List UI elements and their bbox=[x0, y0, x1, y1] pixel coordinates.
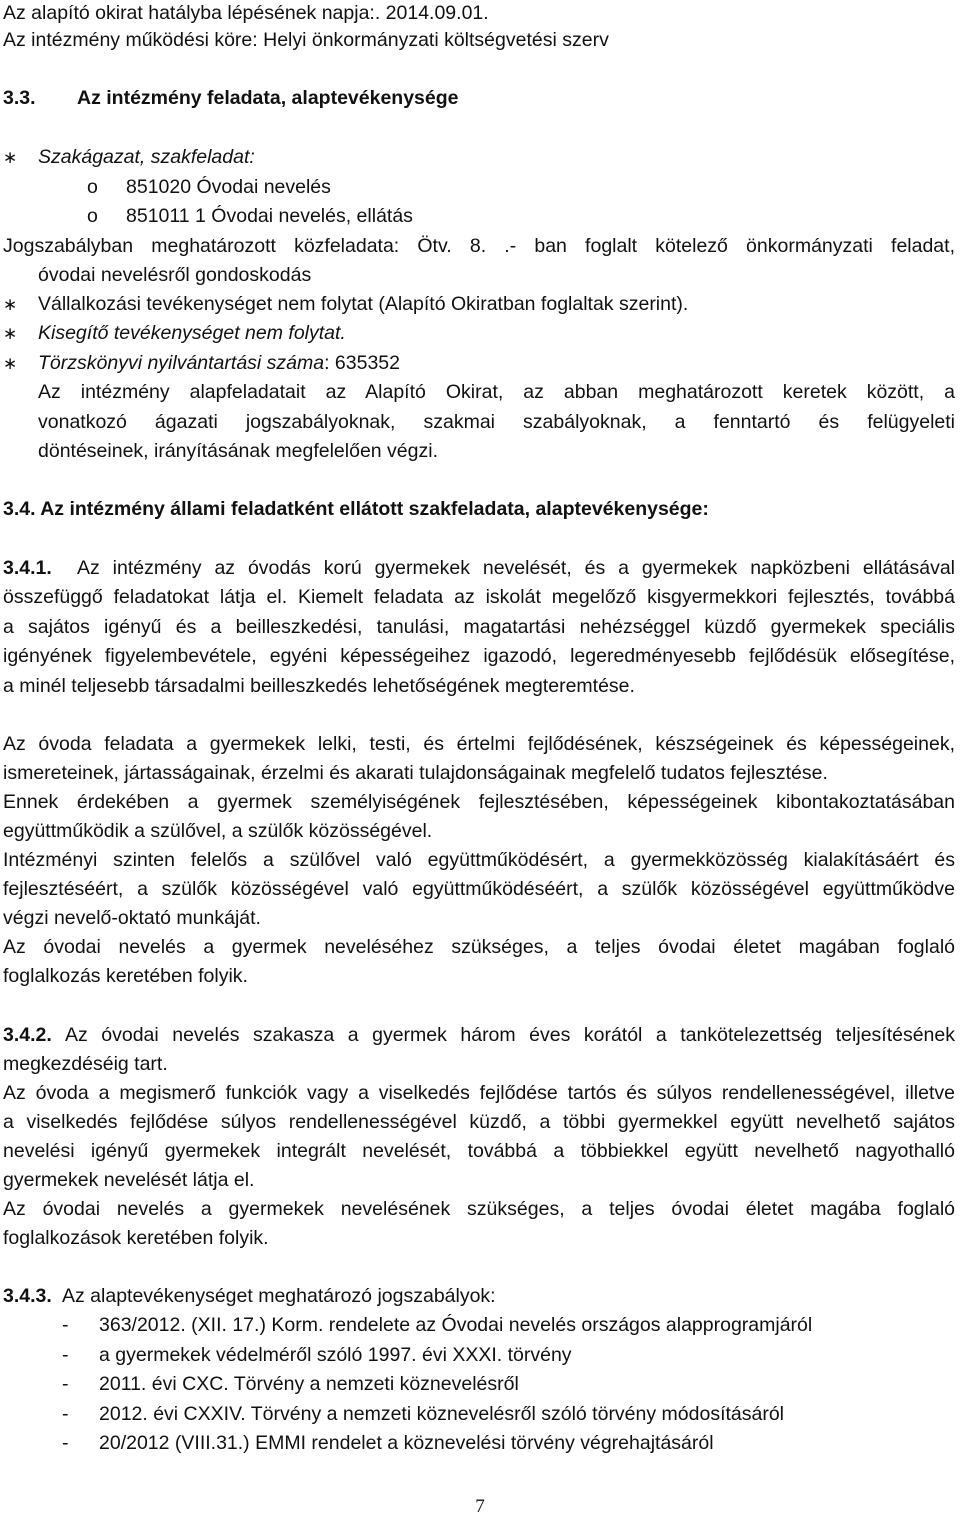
paragraph-line: összefüggő feladatokat látja el. Kiemelt feladata az iskolát megelőző kisgyermekkori fejlesztés, továbbá bbox=[3, 586, 955, 608]
law-item: 20/2012 (VIII.31.) EMMI rendelet a köznevelési törvény végrehajtásáról bbox=[99, 1432, 714, 1454]
kisegito-line: Kisegítő tevékenységet nem folytat. bbox=[38, 322, 346, 344]
paragraph-line: megkezdéséig tart. bbox=[3, 1053, 168, 1075]
paragraph-line: Az óvodai nevelés a gyermekek nevelésének szükséges, a teljes óvodai életet magába foglaló bbox=[3, 1198, 955, 1220]
law-item: a gyermekek védelméről szóló 1997. évi XXXI. törvény bbox=[99, 1344, 572, 1366]
paragraph-line: együttműködik a szülővel, a szülők közösségével. bbox=[3, 820, 433, 842]
szakagazat-label: Szakágazat, szakfeladat: bbox=[38, 146, 255, 168]
dash-bullet-icon: - bbox=[62, 1344, 69, 1366]
code-item: 851020 Óvodai nevelés bbox=[126, 176, 331, 198]
paragraph-line: Az óvodai nevelés a gyermek neveléséhez szükséges, a teljes óvodai életet magában foglaló bbox=[3, 936, 955, 958]
law-item: 2012. évi CXXIV. Törvény a nemzeti köznevelésről szóló törvény módosításáról bbox=[99, 1403, 785, 1425]
dash-bullet-icon: - bbox=[62, 1373, 69, 1395]
torzskonyvi-label: Törzskönyvi nyilvántartási száma bbox=[38, 352, 325, 374]
section-3-4-3-number: 3.4.3. bbox=[3, 1285, 52, 1307]
paragraph-line: Az óvoda feladata a gyermekek lelki, testi, és értelmi fejlődésének, készségeinek és képességeinek, bbox=[3, 733, 955, 755]
paragraph-line: Intézményi szinten felelős a szülővel való együttműködésért, a gyermekközösség kialakításáért és bbox=[3, 849, 955, 871]
kozfeladat-line: óvodai nevelésről gondoskodás bbox=[38, 264, 312, 286]
paragraph-line: Ennek érdekében a gyermek személyiségének fejlesztésében, képességeinek kibontakoztatásában bbox=[3, 791, 955, 813]
page-number: 7 bbox=[475, 1496, 485, 1517]
paragraph-line: Az intézmény az óvodás korú gyermekek nevelését, és a gyermekek napközbeni ellátásával bbox=[77, 557, 955, 579]
section-3-4-1-number: 3.4.1. bbox=[3, 557, 52, 579]
bullet-icon: ∗ bbox=[3, 354, 18, 373]
paragraph-line: Az óvodai nevelés szakasza a gyermek három éves korától a tankötelezettség teljesítésének bbox=[65, 1024, 955, 1046]
paragraph-line: igényének figyelembevétele, egyéni képességeihez igazodó, legeredményesebb fejlődésük elősegítése, bbox=[3, 645, 955, 667]
circle-bullet-icon: o bbox=[87, 205, 98, 227]
circle-bullet-icon: o bbox=[87, 176, 98, 198]
scope-line: Az intézmény működési köre: Helyi önkormányzati költségvetési szerv bbox=[3, 29, 609, 51]
paragraph-line: a minél teljesebb társadalmi beilleszkedés lehetőségének megteremtése. bbox=[3, 675, 635, 697]
bullet-icon: ∗ bbox=[3, 295, 18, 314]
bullet-icon: ∗ bbox=[3, 324, 18, 343]
paragraph-line: vonatkozó ágazati jogszabályoknak, szakmai szabályoknak, a fenntartó és felügyeleti bbox=[38, 411, 955, 433]
vallalkozasi-line: Vállalkozási tevékenységet nem folytat (Alapító Okiratban foglaltak szerint). bbox=[38, 293, 689, 315]
paragraph-line: Az intézmény alapfeladatait az Alapító Okirat, az abban meghatározott keretek között, a bbox=[38, 381, 955, 403]
section-3-4-heading: 3.4. Az intézmény állami feladatként ellátott szakfeladata, alaptevékenysége: bbox=[3, 498, 709, 520]
bullet-icon: ∗ bbox=[3, 148, 18, 167]
paragraph-line: a sajátos igényű és a beilleszkedési, tanulási, magatartási nehézséggel küzdő gyermekek speciális bbox=[3, 616, 955, 638]
torzskonyvi-line bbox=[38, 354, 400, 374]
code-item: 851011 1 Óvodai nevelés, ellátás bbox=[126, 205, 413, 227]
law-item: 363/2012. (XII. 17.) Korm. rendelete az Óvodai nevelés országos alapprogramjáról bbox=[99, 1314, 813, 1336]
dash-bullet-icon: - bbox=[62, 1403, 69, 1425]
paragraph-line: döntéseinek, irányításának megfelelően végzi. bbox=[38, 440, 438, 462]
paragraph-line: gyermekek nevelését látja el. bbox=[3, 1169, 255, 1191]
paragraph-line: végzi nevelő-oktató munkáját. bbox=[3, 907, 261, 929]
paragraph-line: foglalkozás keretében folyik. bbox=[3, 965, 248, 987]
section-3-3-number: 3.3. bbox=[3, 87, 36, 109]
paragraph-line: nevelési igényű gyermekek integrált nevelését, továbbá a többiekkel együtt nevelhető nagyothalló bbox=[3, 1140, 955, 1162]
dash-bullet-icon: - bbox=[62, 1432, 69, 1454]
kozfeladat-line: Jogszabályban meghatározott közfeladata: Ötv. 8. .- ban foglalt kötelező önkormányzati feladat, bbox=[3, 235, 955, 257]
section-3-4-2-number: 3.4.2. bbox=[3, 1024, 52, 1046]
dash-bullet-icon: - bbox=[62, 1314, 69, 1336]
law-item: 2011. évi CXC. Törvény a nemzeti köznevelésről bbox=[99, 1373, 519, 1395]
torzskonyvi-value: : 635352 bbox=[324, 352, 400, 374]
section-3-4-3-title: Az alaptevékenységet meghatározó jogszabályok: bbox=[62, 1285, 496, 1307]
founding-date-line: Az alapító okirat hatályba lépésének napja:. 2014.09.01. bbox=[3, 2, 489, 24]
section-3-3-title: Az intézmény feladata, alaptevékenysége bbox=[77, 87, 459, 109]
paragraph-line: fejlesztéséért, a szülők közösségével való együttműködéséért, a szülők közösségével együttműködve bbox=[3, 878, 955, 900]
paragraph-line: ismereteinek, jártasságainak, érzelmi és akarati tulajdonságainak megfelelő tudatos fejlesztése. bbox=[3, 762, 828, 784]
paragraph-line: a viselkedés fejlődése súlyos rendellenességével küzdő, a többi gyermekkel együtt nevelhető sajátos bbox=[3, 1111, 955, 1133]
paragraph-line: foglalkozások keretében folyik. bbox=[3, 1227, 269, 1249]
paragraph-line: Az óvoda a megismerő funkciók vagy a viselkedés fejlődése tartós és súlyos rendellenességével, illetve bbox=[3, 1082, 955, 1104]
